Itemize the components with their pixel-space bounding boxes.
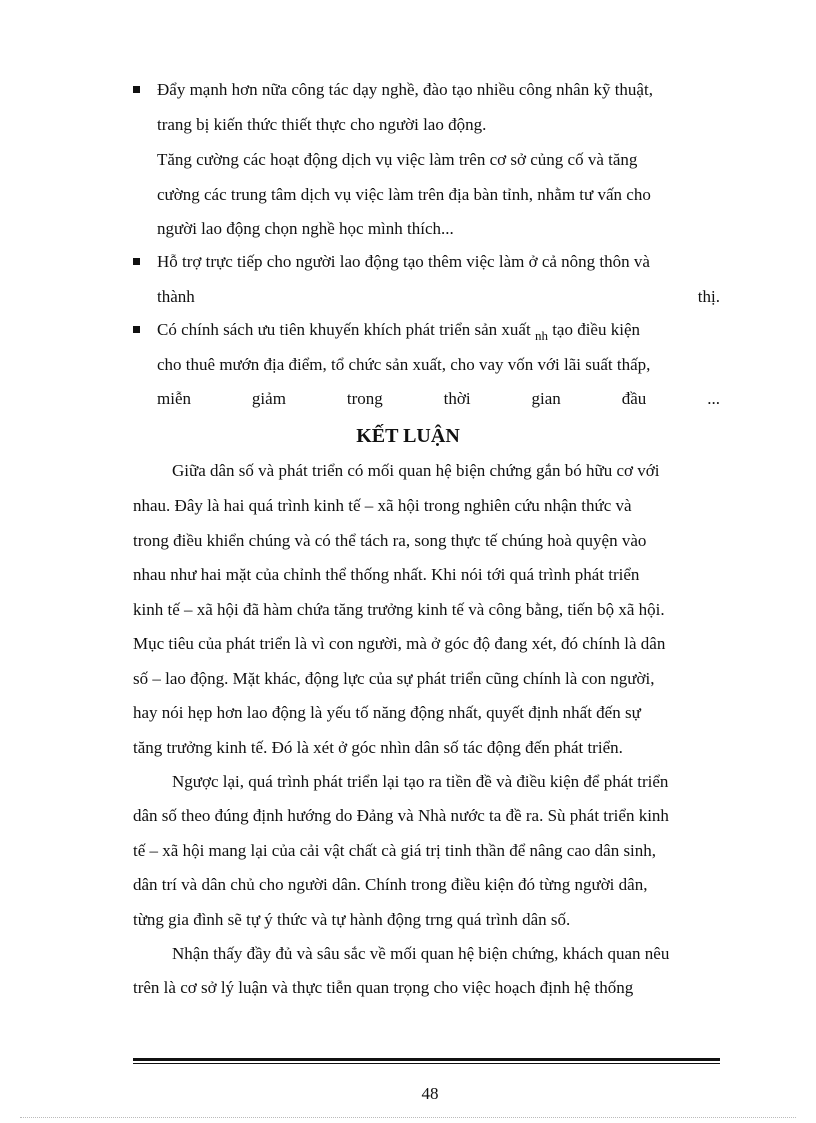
bullet-2-line-2 [157,287,720,307]
paragraph-line: Tăng cường các hoạt động dịch vụ việc làm trên cơ sở củng cố và tăng [157,150,638,169]
page-edge-dotted-line [20,1117,796,1118]
paragraph-line: Nhận thấy đầy đủ và sâu sắc về mối quan hệ biện chứng, khách quan nêu [172,944,670,963]
paragraph-line: dân số theo đúng định hướng do Đảng và Nhà nước ta đề ra. Sù phát triển kinh [133,806,669,825]
word: miễn [157,389,191,408]
paragraph-line: nhau như hai mặt của chỉnh thể thống nhất. Khi nói tới quá trình phát triển [133,565,640,584]
subscript-text: nh [534,328,548,343]
section-title: KẾT LUẬN [356,425,460,447]
footer-rule-thick [133,1058,720,1061]
paragraph-line: người lao động chọn nghề học mình thích... [157,219,454,238]
bullet-2-line-1: Hỗ trợ trực tiếp cho người lao động tạo thêm việc làm ở cả nông thôn và [157,252,650,271]
page-number: 48 [421,1084,439,1103]
bullet-marker [133,86,140,93]
paragraph-line: tăng trưởng kinh tế. Đó là xét ở góc nhìn dân số tác động đến phát triển. [133,738,623,757]
paragraph-line: trong điều khiển chúng và có thể tách ra, song thực tế chúng hoà quyện vào [133,531,647,550]
paragraph-line: tế – xã hội mang lại của cải vật chất cà giá trị tinh thần để nâng cao dân sinh, [133,841,657,860]
word: thành [157,287,195,306]
paragraph-line: dân trí và dân chủ cho người dân. Chính trong điều kiện đó từng người dân, [133,875,648,894]
bullet-marker [133,258,140,265]
word: thời [443,389,471,408]
word: đầu [621,389,647,408]
paragraph-line: Ngược lại, quá trình phát triển lại tạo ra tiền đề và điều kiện để phát triển [172,772,669,791]
paragraph-line: Giữa dân số và phát triển có mối quan hệ biện chứng gắn bó hữu cơ với [172,461,660,480]
paragraph-line: nhau. Đây là hai quá trình kinh tế – xã hội trong nghiên cứu nhận thức và [133,496,632,515]
bullet-3-line-3 [157,389,720,409]
word: trong [346,389,383,408]
text-run: Có chính sách ưu tiên khuyến khích phát triển sản xuất [157,320,531,339]
word: giảm [251,389,286,408]
word: gian [531,389,561,408]
bullet-1-line-1: Đẩy mạnh hơn nữa công tác dạy nghề, đào tạo nhiều công nhân kỹ thuật, [157,80,653,99]
word: thị. [697,287,720,306]
paragraph-line: từng gia đình sẽ tự ý thức và tự hành động trng quá trình dân số. [133,910,571,929]
paragraph-line: số – lao động. Mặt khác, động lực của sự phát triển cũng chính là con người, [133,669,655,688]
paragraph-line: kinh tế – xã hội đã hàm chứa tăng trưởng kinh tế và công bằng, tiến bộ xã hội. [133,600,665,619]
footer-rule-thin [133,1063,720,1064]
word: ... [707,389,720,408]
paragraph-line: hay nói hẹp hơn lao động là yếu tố năng động nhất, quyết định nhất đến sự [133,703,641,722]
paragraph-line: Mục tiêu của phát triển là vì con người, mà ở góc độ đang xét, đó chính là dân [133,634,666,653]
bullet-1-line-2: trang bị kiến thức thiết thực cho người lao động. [157,115,487,134]
text-run: tạo điều kiện [552,320,640,339]
paragraph-line: cường các trung tâm dịch vụ việc làm trên địa bàn tỉnh, nhằm tư vấn cho [157,185,651,204]
bullet-marker [133,326,140,333]
paragraph-line: trên là cơ sở lý luận và thực tiễn quan trọng cho việc hoạch định hệ thống [133,978,634,997]
bullet-3-line-1 [157,320,640,341]
bullet-3-line-2: cho thuê mướn địa điểm, tổ chức sản xuất, cho vay vốn với lãi suất thấp, [157,355,651,374]
